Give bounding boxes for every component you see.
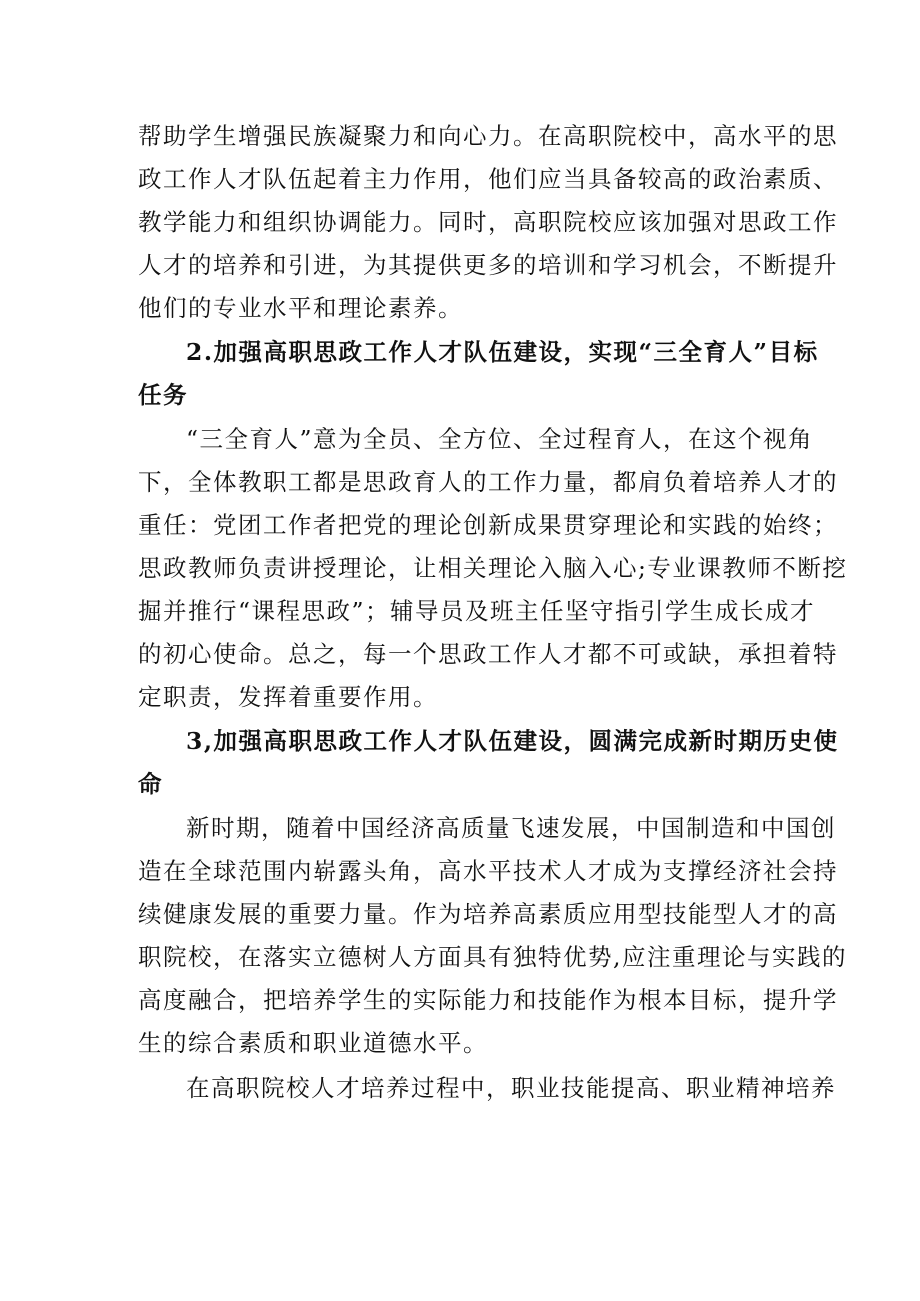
- text-line: “三全育人”意为全员、全方位、全过程育人，在这个视角: [186, 425, 814, 453]
- section-heading-2: [138, 331, 819, 417]
- heading-line: 任务: [138, 381, 188, 409]
- text-line: 定职责，发挥着重要作用。: [138, 683, 438, 711]
- text-line: 掘并推行“课程思政”；辅导员及班主任坚守指引学生成长成才: [138, 597, 816, 625]
- text-line: 政工作人才队伍起着主力作用，他们应当具备较高的政治素质、: [138, 165, 838, 193]
- heading-line: 3,加强高职思政工作人才队伍建设，圆满完成新时期历史使: [186, 727, 839, 755]
- text-line: 职院校，在落实立德树人方面具有独特优势,应注重理论与实践的: [138, 943, 847, 971]
- text-line: 重任：党团工作者把党的理论创新成果贯穿理论和实践的始终；: [138, 511, 838, 539]
- text-line: 造在全球范围内崭露头角，高水平技术人才成为支撑经济社会持: [138, 857, 838, 885]
- text-line: 的初心使命。总之，每一个思政工作人才都不可或缺，承担着特: [138, 640, 838, 668]
- heading-line: 2.加强高职思政工作人才队伍建设，实现“三全育人”目标: [186, 338, 819, 366]
- paragraph-2: [138, 418, 848, 719]
- text-line: 人才的培养和引进，为其提供更多的培训和学习机会，不断提升: [138, 251, 838, 279]
- text-line: 他们的专业水平和理论素养。: [138, 294, 463, 322]
- text-line: 续健康发展的重要力量。作为培养高素质应用型技能型人才的高: [138, 900, 838, 928]
- paragraph-1: [138, 115, 838, 330]
- heading-line: 命: [138, 770, 163, 798]
- text-line: 新时期，随着中国经济高质量飞速发展，中国制造和中国创: [186, 814, 836, 842]
- text-line: 帮助学生增强民族凝聚力和向心力。在高职院校中，高水平的思: [138, 122, 838, 150]
- text-line: 在高职院校人才培养过程中，职业技能提高、职业精神培养: [186, 1074, 836, 1102]
- text-line: 下，全体教职工都是思政育人的工作力量，都肩负着培养人才的: [138, 468, 838, 496]
- paragraph-3: [138, 807, 847, 1065]
- text-line: 生的综合素质和职业道德水平。: [138, 1029, 488, 1057]
- text-line: 思政教师负责讲授理论，让相关理论入脑入心;专业课教师不断挖: [138, 554, 848, 582]
- text-line: 教学能力和组织协调能力。同时，高职院校应该加强对思政工作: [138, 208, 838, 236]
- section-heading-3: [138, 720, 839, 806]
- text-line: 高度融合，把培养学生的实际能力和技能作为根本目标，提升学: [138, 986, 838, 1014]
- paragraph-4: [138, 1067, 836, 1110]
